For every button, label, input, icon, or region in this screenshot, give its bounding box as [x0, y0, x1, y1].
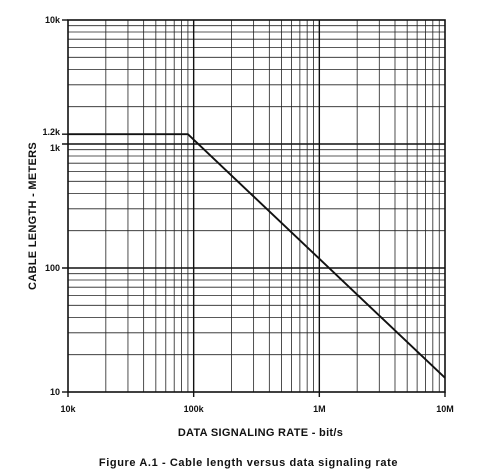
x-tick-label: 1M [313, 404, 326, 414]
x-tick-label: 10k [60, 404, 76, 414]
plot-frame [68, 20, 445, 392]
x-axis-label: DATA SIGNALING RATE - bit/s [177, 427, 344, 439]
y-tick-label: 10 [49, 387, 60, 397]
figure-caption: Figure A.1 - Cable length versus data signaling rate [98, 457, 399, 469]
x-tick-label: 10M [436, 404, 454, 414]
y-tick-labels [42, 15, 61, 397]
series-line-0 [68, 134, 445, 378]
x-tick-labels [60, 404, 453, 414]
y-tick-label: 1.2k [42, 127, 60, 138]
minor-grid [68, 20, 445, 392]
series-layer [68, 134, 445, 378]
y-tick-label: 100 [44, 263, 60, 273]
y-axis-label: CABLE LENGTH - METERS [27, 141, 39, 291]
y-tick-label: 10k [44, 15, 60, 25]
y-tick-label: 1k [49, 143, 60, 153]
x-tick-label: 100k [183, 404, 204, 414]
